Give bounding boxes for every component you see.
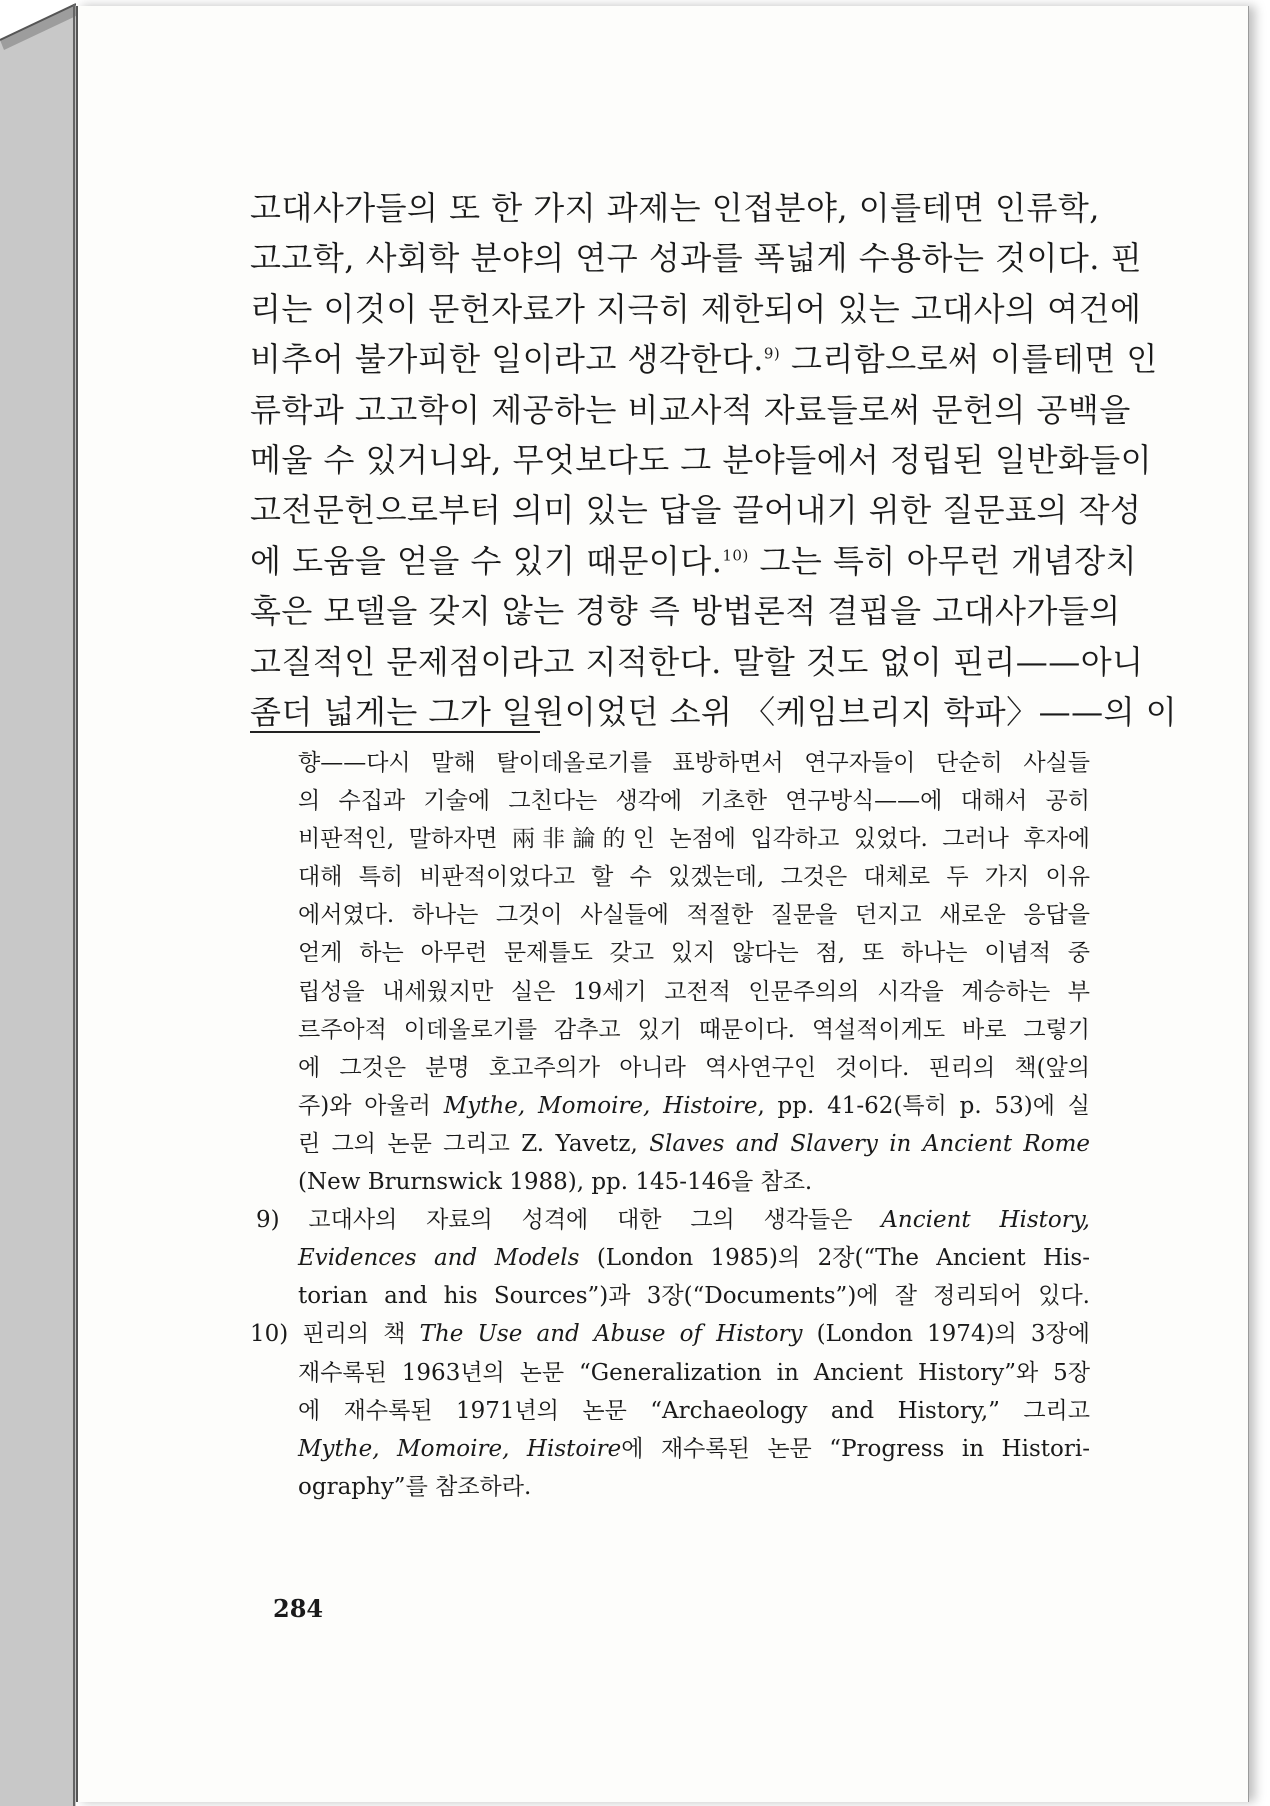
- note-text: 9) 고대사의 자료의 성격에 대한 그의 생각들은: [256, 1207, 853, 1234]
- book-title: Ancient History,: [881, 1207, 1090, 1234]
- note-line: 르주아적 이데올로기를 감추고 있기 때문이다. 역설적이게도 바로 그렇기: [298, 1016, 1090, 1043]
- note-line: 대해 특히 비판적이었다고 할 수 있겠는데, 그것은 대체로 두 가지 이유: [298, 864, 1090, 891]
- body-line: 고고학, 사회학 분야의 연구 성과를 폭넓게 수용하는 것이다. 핀: [250, 239, 1143, 278]
- note-line: 립성을 내세웠지만 실은 19세기 고전적 인문주의의 시각을 계승하는 부: [298, 978, 1090, 1005]
- footnote-ref-9: 9): [763, 344, 781, 363]
- note-text: (London 1985)의 2장(“The Ancient His-: [579, 1245, 1090, 1272]
- note-line: [250, 1239, 1090, 1277]
- note-line: 재수록된 1963년의 논문 “Generalization in Ancient History”와 5장: [298, 1359, 1090, 1386]
- note-line: 에 재수록된 1971년의 논문 “Archaeology and History,” 그리고: [298, 1397, 1090, 1424]
- note-text: 에 재수록된 논문 “Progress in Histori-: [621, 1435, 1090, 1462]
- note-text: 린 그의 논문 그리고 Z. Yavetz,: [298, 1130, 638, 1157]
- book-title: Evidences and Models: [298, 1245, 580, 1272]
- body-line: [250, 536, 1138, 586]
- main-text: [250, 183, 1178, 737]
- note-line: 에서였다. 하나는 그것이 사실들에 적절한 질문을 던지고 새로운 응답을: [298, 902, 1090, 929]
- footnote-9: [250, 1201, 1090, 1239]
- book-title: The Use and Abuse of History: [419, 1321, 803, 1348]
- note-line: [250, 1430, 1090, 1468]
- body-line: 류학과 고고학이 제공하는 비교사적 자료들로써 문헌의 공백을: [250, 390, 1131, 429]
- note-line: ography”를 참조하라.: [298, 1473, 532, 1500]
- body-line: 혹은 모델을 갖지 않는 경향 즉 방법론적 결핍을 고대사가들의: [250, 592, 1121, 631]
- note-line: 의 수집과 기술에 그친다는 생각에 기초한 연구방식——에 대해서 공히: [298, 788, 1090, 815]
- note-text: , pp. 41-62(특히 p. 53)에 실: [757, 1092, 1090, 1119]
- footnote-ref-10: 10): [722, 546, 749, 565]
- body-line: 고전문헌으로부터 의미 있는 답을 끌어내기 위한 질문표의 작성: [250, 491, 1142, 530]
- book-title: Mythe, Momoire, Histoire: [298, 1435, 622, 1462]
- note-line: [250, 1125, 1090, 1163]
- note-line: 향——다시 말해 탈이데올로기를 표방하면서 연구자들이 단순히 사실들: [298, 750, 1090, 776]
- footnote-10: [250, 1315, 1090, 1353]
- note-line: (New Brurnswick 1988), pp. 145-146을 참조.: [298, 1169, 813, 1196]
- note-text: (London 1974)의 3장에: [802, 1321, 1090, 1348]
- book-spine: [0, 0, 76, 1806]
- body-text: 비추어 불가피한 일이라고 생각한다.: [250, 340, 764, 379]
- footnotes: [250, 744, 1090, 1506]
- body-text: 그는 특히 아무런 개념장치: [759, 541, 1138, 580]
- note-line: 에 그것은 분명 호고주의가 아니라 역사연구인 것이다. 핀리의 책(앞의: [298, 1054, 1090, 1081]
- book-title: Mythe, Momoire, Histoire: [443, 1092, 758, 1119]
- body-line: 좀더 넓게는 그가 일원이었던 소위 〈케임브리지 학파〉——의 이: [250, 692, 1178, 731]
- note-line: [250, 1087, 1090, 1125]
- book-title: Slaves and Slavery in Ancient Rome: [649, 1130, 1091, 1157]
- note-line: 비판적인, 말하자면 兩非論的인 논점에 입각하고 있었다. 그러나 후자에: [298, 826, 1090, 853]
- body-line: 리는 이것이 문헌자료가 지극히 제한되어 있는 고대사의 여건에: [250, 289, 1142, 328]
- body-line: 메울 수 있거니와, 무엇보다도 그 분야들에서 정립된 일반화들이: [250, 440, 1153, 479]
- body-line: [250, 334, 1158, 384]
- note-text: 10) 핀리의 책: [250, 1321, 406, 1348]
- page-number: 284: [273, 1594, 324, 1623]
- body-line: 고질적인 문제점이라고 지적한다. 말할 것도 없이 핀리——아니: [250, 642, 1144, 681]
- body-text: 그리함으로써 이를테면 인: [790, 340, 1158, 379]
- footnote-separator: [250, 731, 540, 733]
- note-line: 얻게 하는 아무런 문제틀도 갖고 있지 않다는 점, 또 하나는 이념적 중: [298, 940, 1090, 967]
- body-line: 고대사가들의 또 한 가지 과제는 인접분야, 이를테면 인류학,: [250, 189, 1100, 227]
- body-text: 에 도움을 얻을 수 있기 때문이다.: [250, 541, 723, 580]
- note-text: 주)와 아울러: [298, 1092, 431, 1119]
- note-line: torian and his Sources”)과 3장(“Documents”)에 잘 정리되어 있다.: [298, 1283, 1090, 1310]
